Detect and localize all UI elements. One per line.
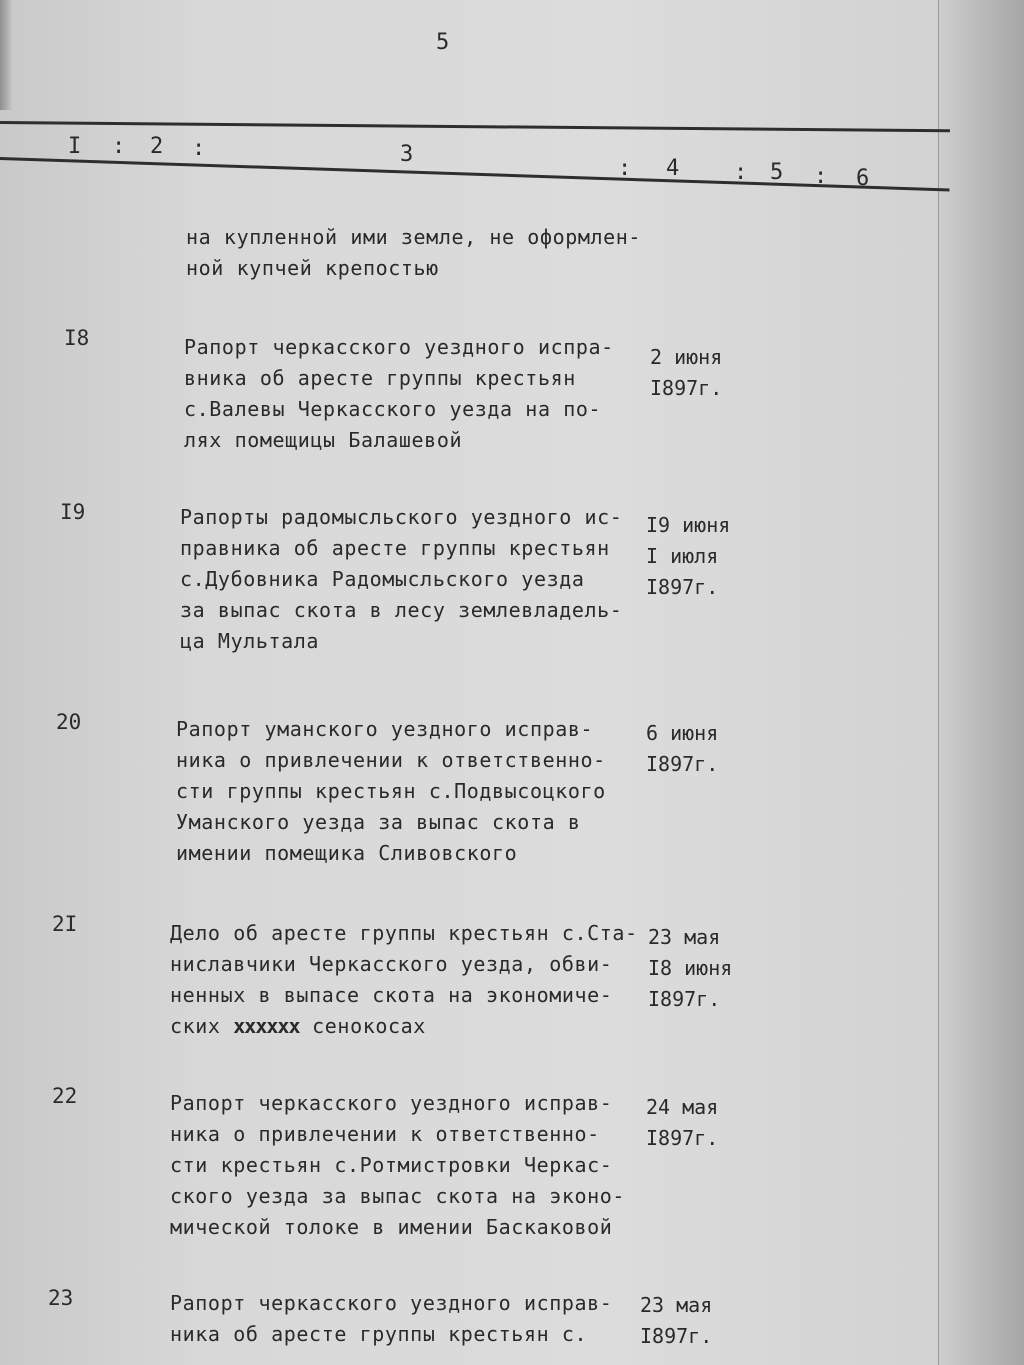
text-line: Рапорт черкасского уездного исправ- — [170, 1091, 613, 1115]
date-line: I897г. — [646, 752, 719, 776]
text-line: ника о привлечении к ответственно- — [170, 1122, 600, 1146]
struck-out-word: хххххх — [233, 1014, 300, 1038]
date-line: I897г. — [640, 1324, 713, 1348]
text-line: вника об аресте группы крестьян — [184, 366, 576, 390]
text-line: сти крестьян с.Ротмистровки Черкас- — [170, 1153, 613, 1177]
entry-description — [176, 714, 606, 869]
text-line: ной купчей крепостью — [186, 256, 439, 280]
text-line: Дело об аресте группы крестьян с.Ста- — [170, 921, 638, 945]
date-line: 6 июня — [646, 721, 719, 745]
page-number: 5 — [436, 30, 450, 55]
entry-dates — [646, 1092, 718, 1154]
text-segment: сенокосах — [312, 1014, 426, 1038]
text-line: с.Дубовника Радомысльского уезда — [180, 567, 585, 591]
entry-dates — [648, 922, 732, 1015]
entry-description — [170, 1288, 612, 1350]
column-number-4: 4 — [666, 156, 680, 181]
page-right-edge — [938, 0, 1024, 1365]
column-separator: : — [112, 134, 126, 159]
date-line: I8 июня — [648, 956, 733, 980]
text-line: ца Мультала — [180, 629, 320, 653]
text-line: на купленной ими земле, не оформлен- — [186, 225, 642, 249]
text-line: лях помещицы Балашевой — [184, 428, 463, 452]
text-line: ненных в выпасе скота на экономиче- — [170, 983, 613, 1007]
text-line: Рапорты радомысльского уездного ис- — [180, 505, 623, 529]
text-line: Рапорт черкасского уездного исправ- — [170, 1291, 613, 1315]
date-line: I897г. — [648, 987, 721, 1011]
text-line: имении помещика Сливовского — [176, 841, 518, 865]
column-separator: : — [734, 160, 748, 185]
entry-number: 20 — [56, 710, 82, 734]
text-line: мической толоке в имении Баскаковой — [170, 1215, 613, 1239]
date-line: I897г. — [650, 376, 723, 400]
entry-dates — [650, 342, 722, 404]
text-line: сти группы крестьян с.Подвысоцкого — [176, 779, 606, 803]
text-line: правника об аресте группы крестьян — [180, 536, 610, 560]
entry-description — [184, 332, 614, 456]
text-line: ника об аресте группы крестьян с. — [170, 1322, 588, 1346]
entry-number: I8 — [64, 326, 90, 350]
date-line: I9 июня — [646, 513, 731, 537]
date-line: 2 июня — [650, 345, 723, 369]
column-separator: : — [618, 156, 632, 181]
text-segment: ских — [170, 1014, 221, 1038]
column-number-5: 5 — [770, 160, 784, 185]
date-line: I июля — [646, 544, 719, 568]
entry-number: 22 — [52, 1084, 78, 1108]
entry-description — [170, 918, 638, 1042]
column-number-1: I — [68, 134, 82, 159]
entry-dates — [640, 1290, 712, 1352]
entry-description — [170, 1088, 625, 1243]
text-line: ского уезда за выпас скота на эконо- — [170, 1184, 626, 1208]
date-line: 23 мая — [640, 1293, 713, 1317]
text-line: за выпас скота в лесу землевладель- — [180, 598, 623, 622]
text-line: ниславчики Черкасского уезда, обви- — [170, 952, 613, 976]
page-left-edge — [0, 0, 14, 110]
entry-number: I9 — [60, 500, 86, 524]
header-rule-bottom — [0, 157, 950, 191]
text-line: Уманского уезда за выпас скота в — [176, 810, 581, 834]
date-line: I897г. — [646, 575, 719, 599]
date-line: 24 мая — [646, 1095, 719, 1119]
entry-number: 2I — [52, 912, 78, 936]
text-line: Рапорт черкасского уездного испра- — [184, 335, 614, 359]
text-line: ника о привлечении к ответственно- — [176, 748, 606, 772]
entry-description — [180, 502, 622, 657]
text-line — [170, 1011, 638, 1042]
continuation-text — [186, 222, 641, 284]
column-number-6: 6 — [856, 166, 870, 191]
column-separator: : — [814, 164, 828, 189]
entry-dates — [646, 510, 730, 603]
column-separator: : — [192, 136, 206, 161]
header-rule-top — [0, 121, 950, 132]
text-line: Рапорт уманского уездного исправ- — [176, 717, 594, 741]
text-line: с.Валевы Черкасского уезда на по- — [184, 397, 602, 421]
date-line: I897г. — [646, 1126, 719, 1150]
column-number-2: 2 — [150, 134, 164, 159]
date-line: 23 мая — [648, 925, 721, 949]
column-number-3: 3 — [400, 142, 414, 167]
entry-number: 23 — [48, 1286, 74, 1310]
entry-dates — [646, 718, 718, 780]
